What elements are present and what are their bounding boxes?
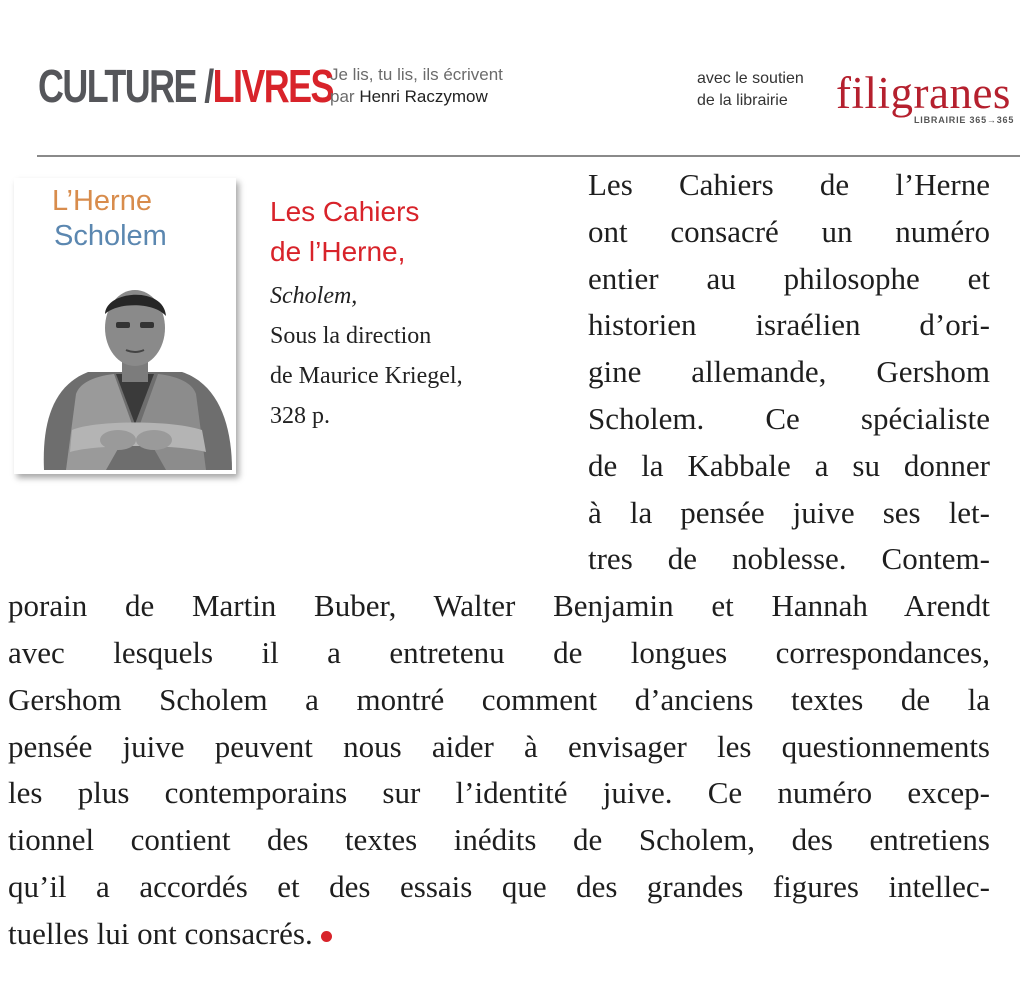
cover-title: Scholem (54, 220, 167, 252)
article-line: entier au philosophe et (588, 260, 990, 296)
book-publisher-line-2: de l’Herne, (270, 236, 406, 267)
article-line: les plus contemporains sur l’identité juive. Ce numéro excep- (8, 775, 990, 811)
section-subcategory: LIVRES (212, 60, 333, 112)
article-line: tionnel contient des textes inédits de Scholem, des entretiens (8, 822, 990, 858)
book-title: Scholem, (270, 283, 358, 309)
article-last-line (8, 911, 990, 958)
sponsor-text (697, 68, 804, 112)
column-author: Henri Raczymow (359, 87, 488, 106)
byline-prefix: par (330, 87, 355, 106)
cover-publisher: L’Herne (52, 185, 152, 217)
article-line: gine allemande, Gershom (588, 354, 990, 390)
article-line: historien israélien d’ori- (588, 307, 990, 343)
book-pages: 328 p. (270, 403, 330, 429)
sponsor-logo-name: filigranes (836, 68, 1011, 118)
review-body (8, 162, 990, 958)
article-line: à la pensée juive ses let- (588, 494, 990, 530)
book-publisher-line-1: Les Cahiers (270, 196, 420, 227)
column-byline (330, 86, 503, 108)
sponsor-logo-tag: LIBRAIRIE 365→365 (914, 115, 1015, 125)
sponsor-line-2: de la librairie (697, 92, 788, 109)
article-line-text: tuelles lui ont consacrés. (8, 915, 313, 951)
article-line: avec lesquels il a entretenu de longues correspondances, (8, 634, 990, 670)
book-direction-line-2: de Maurice Kriegel, (270, 363, 463, 389)
article-line: Gershom Scholem a montré comment d’anciens textes de la (8, 681, 990, 717)
article-line: Les Cahiers de l’Herne (588, 167, 990, 202)
article-line: Scholem. Ce spécialiste (588, 400, 990, 436)
article-line: qu’il a accordés et des essais que des grandes figures intellec- (8, 868, 990, 904)
section-title (38, 58, 333, 114)
end-mark-icon (321, 931, 332, 942)
article-line: pensée juive peuvent nous aider à envisager les questionnements (8, 728, 990, 764)
article-line: de la Kabbale a su donner (588, 447, 990, 483)
column-name: Je lis, tu lis, ils écrivent (330, 65, 503, 84)
page-header (0, 0, 1024, 160)
column-info (330, 64, 503, 108)
article-line: tres de noblesse. Contem- (588, 541, 990, 577)
book-direction-line-1: Sous la direction (270, 323, 432, 349)
header-divider (37, 155, 1020, 157)
section-category: CULTURE / (38, 60, 213, 112)
sponsor-line-1: avec le soutien (697, 70, 804, 87)
sponsor-logo (836, 70, 1022, 130)
article-line: ont consacré un numéro (588, 213, 990, 249)
article-line: porain de Martin Buber, Walter Benjamin et Hannah Arendt (8, 588, 990, 624)
